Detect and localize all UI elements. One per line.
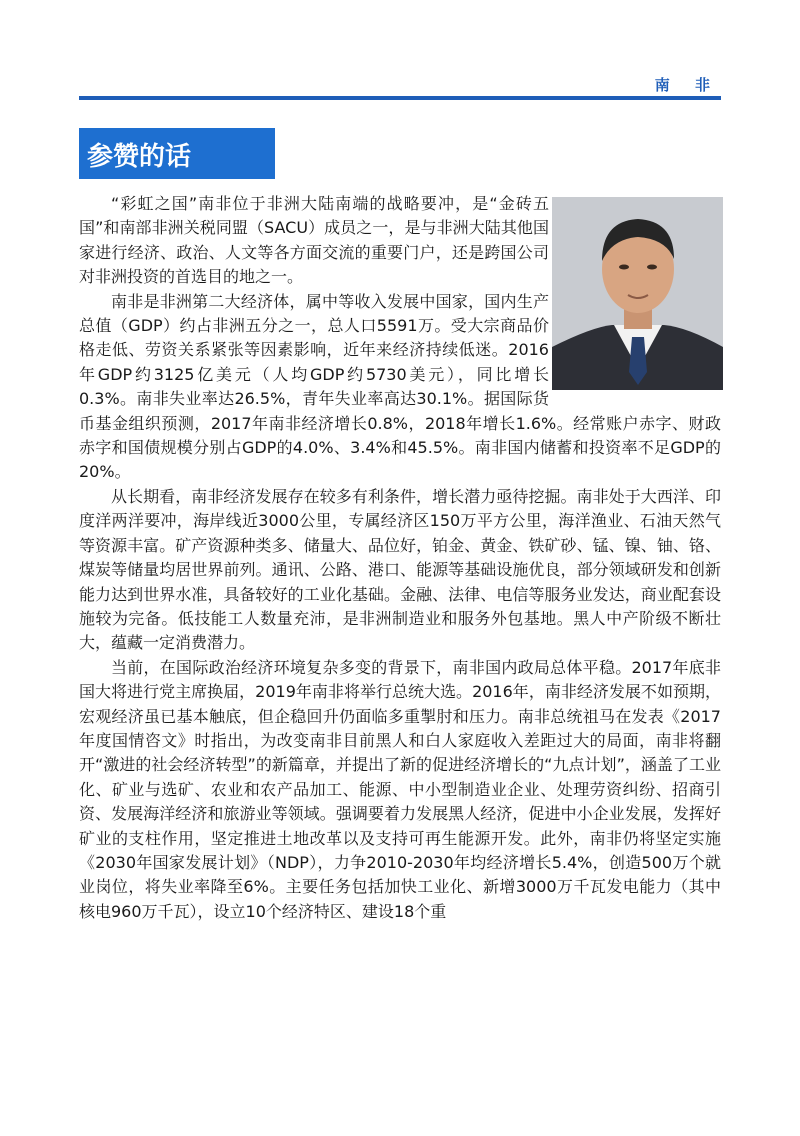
- paragraph-3: 从长期看，南非经济发展存在较多有利条件，增长潜力亟待挖掘。南非处于大西洋、印度洋两洋要冲，海岸线近3000公里，专属经济区150万平方公里，海洋渔业、石油天然气等资源丰富。矿产资源种类多、储量大、品位好，铂金、黄金、铁矿砂、锰、镍、铀、铬、煤炭等储量均居世界前列。通讯、公路、港口、能源等基础设施优良，部分领域研发和创新能力达到世界水准，具备较好的工业化基础。金融、法律、电信等服务业发达，商业配套设施较为完备。低技能工人数量充沛，是非洲制造业和服务外包基地。黑人中产阶级不断壮大，蕴藏一定消费潜力。: [79, 486, 721, 653]
- header-divider: [79, 96, 721, 100]
- section-banner: [79, 128, 275, 179]
- paragraph-1: “彩虹之国”南非位于非洲大陆南端的战略要冲，是“金砖五国”和南部非洲关税同盟（SACU）成员之一，是与非洲大陆其他国家进行经济、政治、人文等各方面交流的重要门户，还是跨国公司对非洲投资的首选目的地之一。: [79, 194, 549, 287]
- header-country-label: 南 非: [654, 76, 720, 94]
- article-body: [79, 192, 721, 924]
- paragraph-4: 当前，在国际政治经济环境复杂多变的背景下，南非国内政局总体平稳。2017年底非国大将进行党主席换届，2019年南非将举行总统大选。2016年，南非经济发展不如预期，宏观经济虽已基本触底，但企稳回升仍面临多重掣肘和压力。南非总统祖马在发表《2017年度国情咨文》时指出，为改变南非目前黑人和白人家庭收入差距过大的局面，南非将翻开“激进的社会经济转型”的新篇章，并提出了新的促进经济增长的“九点计划”，涵盖了工业化、矿业与选矿、农业和农产品加工、能源、中小型制造业企业、处理劳资纠纷、招商引资、发展海洋经济和旅游业等领域。强调要着力发展黑人经济，促进中小企业发展，发挥好矿业的支柱作用，坚定推进土地改革以及支持可再生能源开发。此外，南非仍将坚定实施《2030年国家发展计划》（NDP），力争2010-2030年均经济增长5.4%，创造500万个就业岗位，将失业率降至6%。主要任务包括加快工业化、新增3000万千瓦发电能力（其中核电960万千瓦），设立10个经济特区、建设18个重: [79, 657, 721, 921]
- paragraph-2: 南非是非洲第二大经济体，属中等收入发展中国家，国内生产总值（GDP）约占非洲五分之一，总人口5591万。受大宗商品价格走低、劳资关系紧张等因素影响，近年来经济持续低迷。2016年GDP约3125亿美元（人均GDP约5730美元），同比增长0.3%。南非失业率达26.5%，青年失业率高达30.1%。据国际货币基金组织预测，2017年南非经济增长0.8%，2018年增长1.6%。经常账户赤字、财政赤字和国债规模分别占GDP的4.0%、3.4%和45.5%。南非国内储蓄和投资率不足GDP的20%。: [79, 291, 721, 482]
- section-title: 参赞的话: [87, 142, 192, 172]
